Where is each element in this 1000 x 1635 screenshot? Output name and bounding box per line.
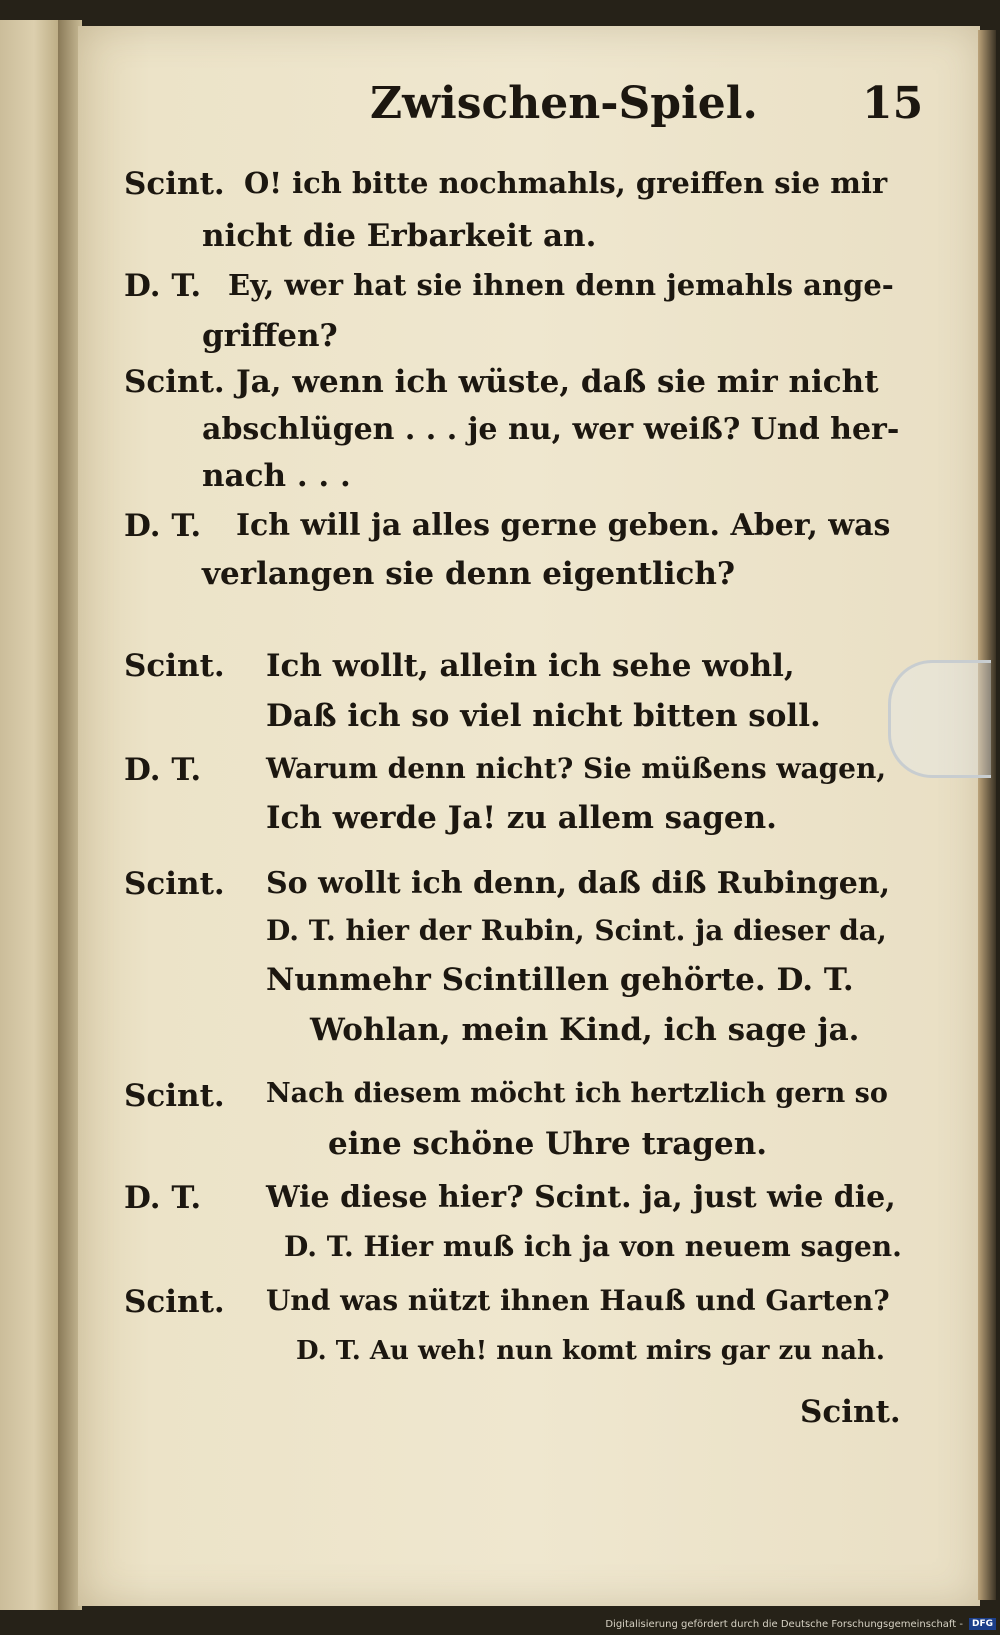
dialogue-line: O! ich bitte nochmahls, greiffen sie mir <box>244 166 888 200</box>
verse-line: So wollt ich denn, daß diß Rubingen, <box>266 866 891 901</box>
verse-line: Ich wollt, allein ich sehe wohl, <box>266 648 795 684</box>
verse-line: D. T. hier der Rubin, Scint. ja dieser da, <box>266 914 887 947</box>
dialogue-line: Ey, wer hat sie ihnen denn jemahls ange- <box>228 268 894 302</box>
dfg-logo: DFG <box>969 1618 996 1630</box>
speaker-label: Scint. <box>124 648 225 684</box>
speaker-label: Scint. <box>124 166 225 202</box>
dialogue-line: Ja, wenn ich wüste, daß sie mir nicht <box>236 364 879 400</box>
page-number: 15 <box>862 78 924 129</box>
speaker-label: D. T. <box>124 752 202 788</box>
speaker-label: Scint. <box>124 1078 225 1114</box>
verse-line: Ich werde Ja! zu allem sagen. <box>266 800 777 836</box>
page-fore-edge <box>978 30 996 1600</box>
verse-line: Wohlan, mein Kind, ich sage ja. <box>310 1012 860 1048</box>
verse-line: D. T. Au weh! nun komt mirs gar zu nah. <box>296 1336 885 1366</box>
speaker-label: D. T. <box>124 268 202 304</box>
digitization-credit <box>605 1615 996 1633</box>
left-page-edge <box>0 20 62 1610</box>
dialogue-line: abschlügen . . . je nu, wer weiß? Und her- <box>202 412 900 447</box>
dialogue-line: verlangen sie denn eigentlich? <box>202 556 736 592</box>
running-head-title: Zwischen-Spiel. <box>370 78 758 129</box>
verse-line: Nunmehr Scintillen gehörte. D. T. <box>266 962 854 998</box>
dialogue-line: griffen? <box>202 318 338 354</box>
speaker-label: Scint. <box>124 364 225 400</box>
speaker-label: D. T. <box>124 508 202 544</box>
catchword: Scint. <box>800 1394 901 1430</box>
speaker-label: Scint. <box>124 1284 225 1320</box>
dialogue-line: nicht die Erbarkeit an. <box>202 218 597 254</box>
speaker-label: Scint. <box>124 866 225 902</box>
speaker-label: D. T. <box>124 1180 202 1216</box>
credit-text: Digitalisierung gefördert durch die Deutsche Forschungsgemeinschaft - <box>605 1618 963 1630</box>
verse-line: Wie diese hier? Scint. ja, just wie die, <box>266 1180 896 1215</box>
verse-line: Warum denn nicht? Sie müßens wagen, <box>266 752 887 785</box>
dialogue-line: nach . . . <box>202 458 351 494</box>
verse-line: Und was nützt ihnen Hauß und Garten? <box>266 1284 890 1317</box>
verse-line: Daß ich so viel nicht bitten soll. <box>266 698 821 734</box>
verse-line: D. T. Hier muß ich ja von neuem sagen. <box>284 1230 902 1263</box>
verse-line: eine schöne Uhre tragen. <box>328 1126 768 1162</box>
bookmark-clip <box>888 660 991 778</box>
verse-line: Nach diesem möcht ich hertzlich gern so <box>266 1078 888 1109</box>
dialogue-line: Ich will ja alles gerne geben. Aber, was <box>236 508 891 543</box>
